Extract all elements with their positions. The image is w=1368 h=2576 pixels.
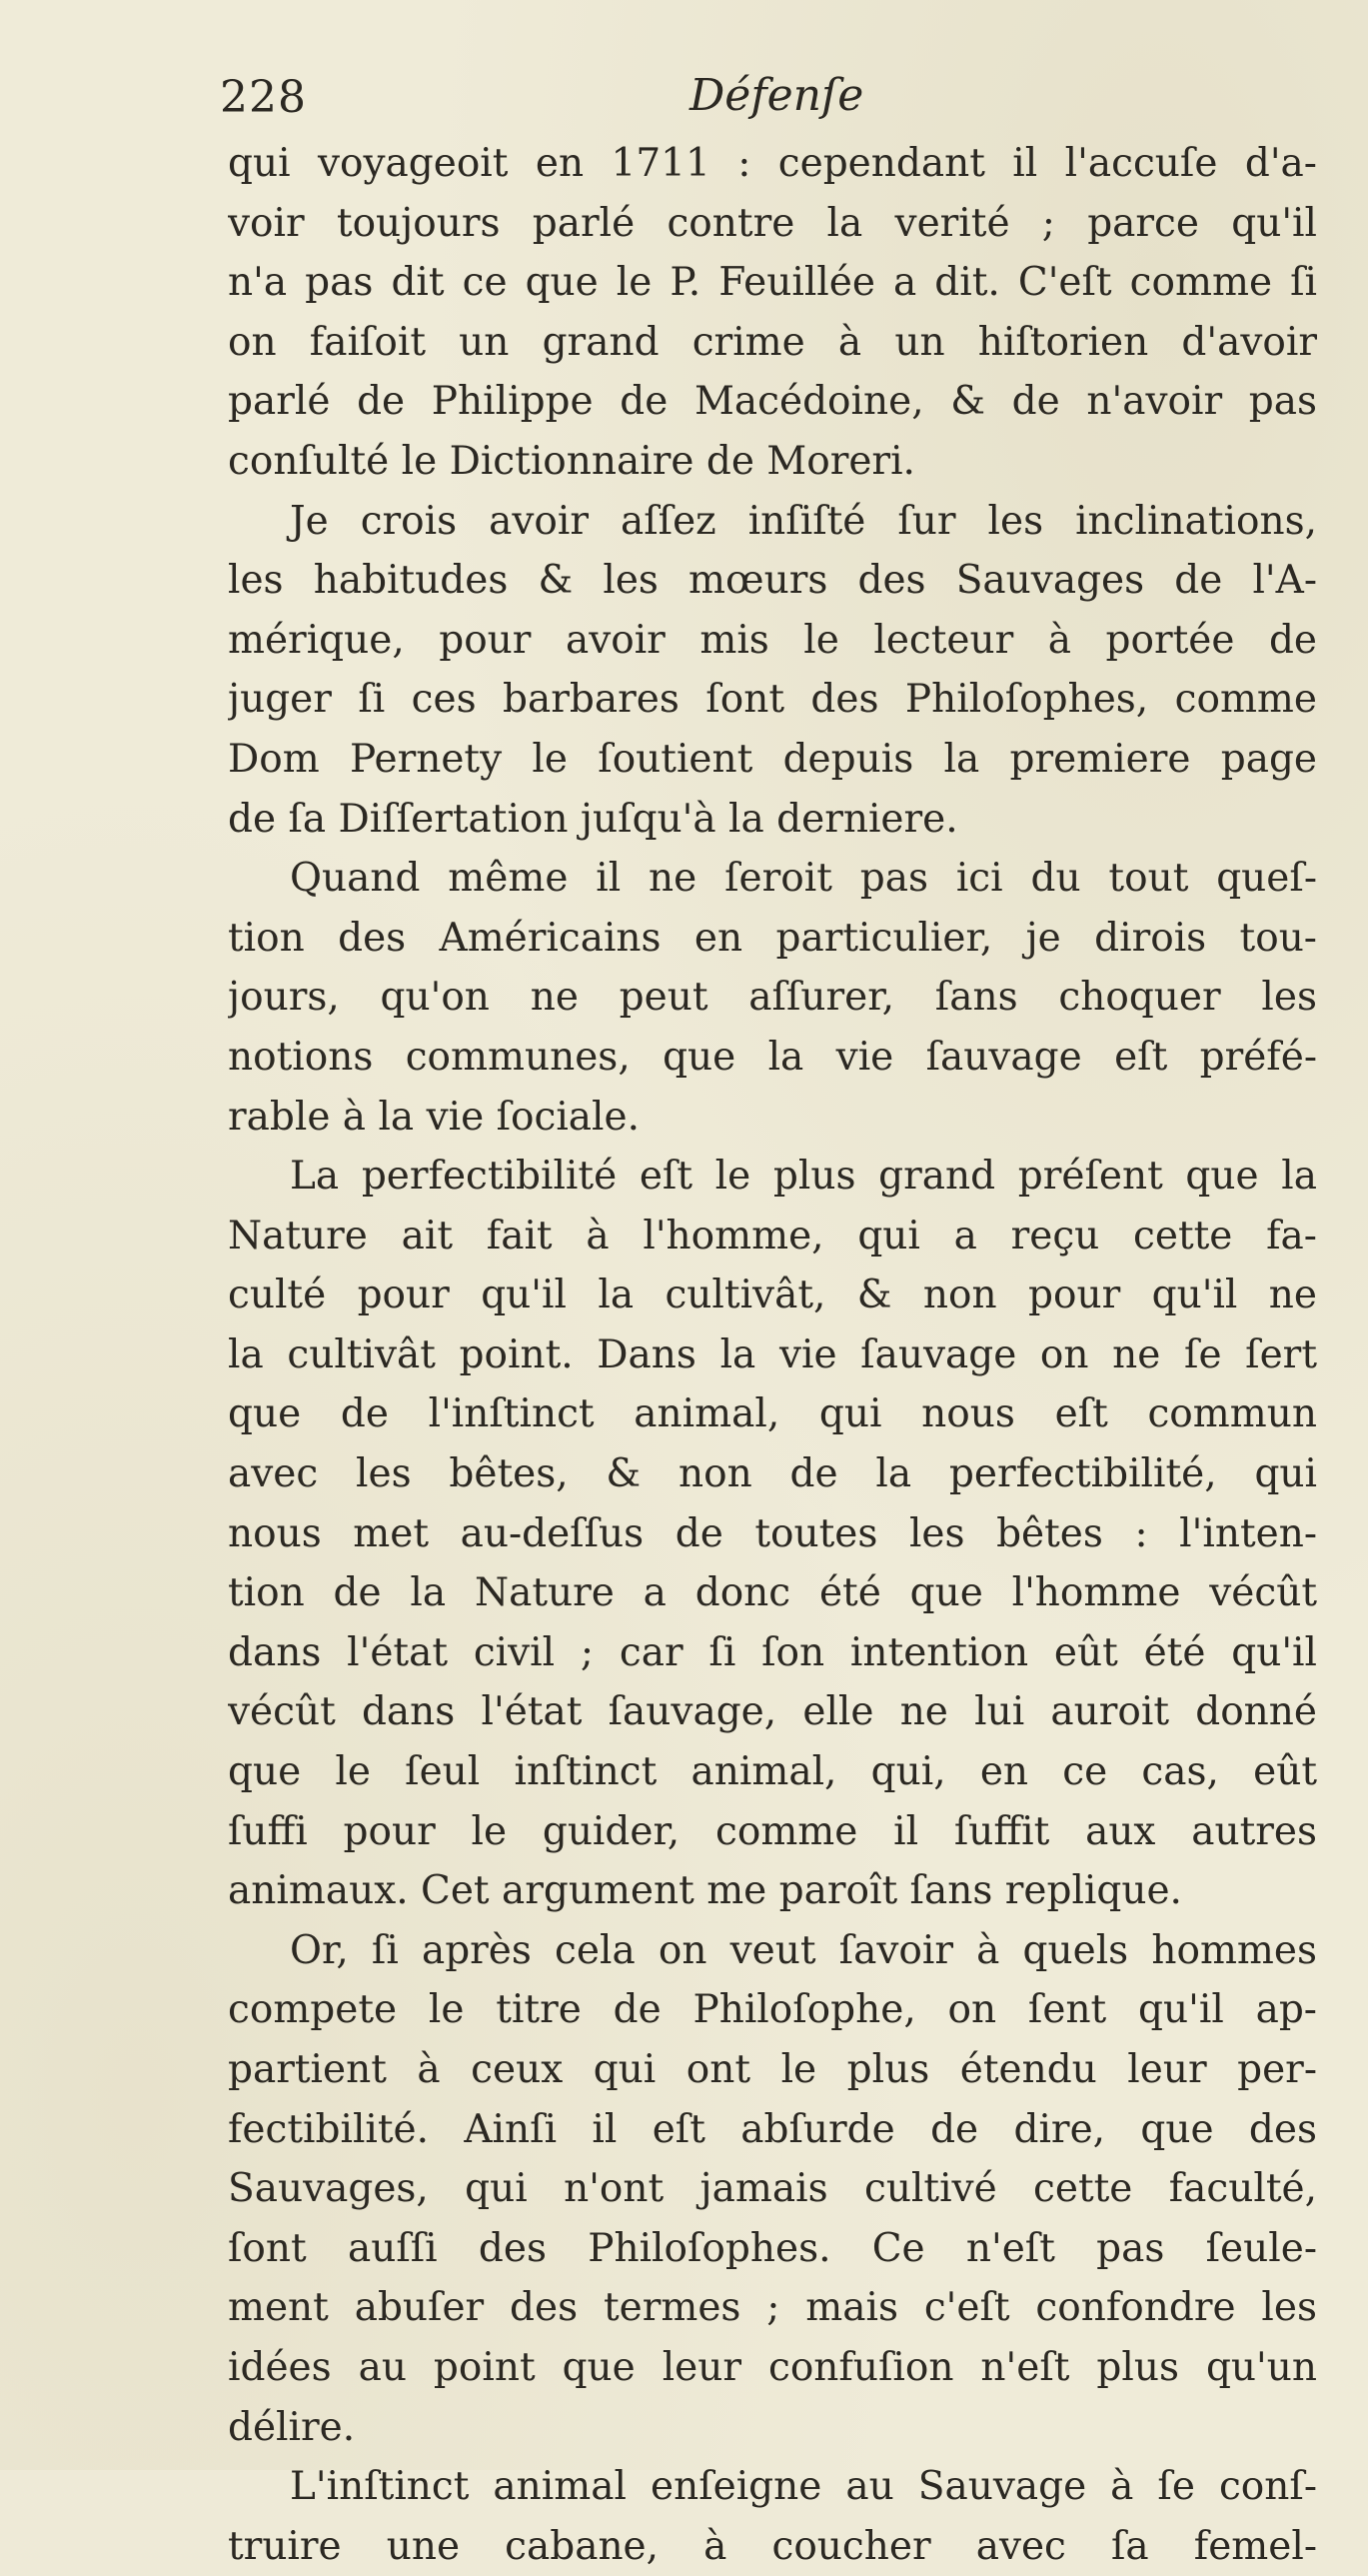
text-line: Je crois avoir aſſez inſiſté ſur les inclinations, [290, 498, 1317, 544]
text-line: ſuffi pour le guider, comme il ſuffit aux autres [228, 1808, 1317, 1854]
text-line: Or, ſi après cela on veut ſavoir à quels hommes [290, 1927, 1317, 1973]
text-line: mérique, pour avoir mis le lecteur à portée de [228, 617, 1317, 663]
text-line: vécût dans l'état ſauvage, elle ne lui auroit donné [228, 1689, 1317, 1735]
body-text [228, 134, 1317, 2576]
text-line: notions communes, que la vie ſauvage eſt préfé- [228, 1034, 1317, 1080]
text-line: idées au point que leur confuſion n'eſt plus qu'un [228, 2344, 1317, 2390]
text-line: compete le titre de Philoſophe, on ſent qu'il ap- [228, 1987, 1317, 2033]
text-line: Dom Pernety le ſoutient depuis la premiere page [228, 736, 1317, 782]
text-line: parlé de Philippe de Macédoine, & de n'avoir pas [228, 379, 1317, 425]
text-line: ment abuſer des termes ; mais c'eſt confondre les [228, 2285, 1317, 2331]
text-line: rable à la vie ſociale. [228, 1094, 640, 1140]
text-line: on faiſoit un grand crime à un hiſtorien d'avoir [228, 319, 1317, 365]
text-line: que de l'inſtinct animal, qui nous eſt commun [228, 1391, 1317, 1437]
text-line: nous met au-deſſus de toutes les bêtes : l'inten- [228, 1510, 1317, 1556]
text-line: Sauvages, qui n'ont jamais cultivé cette faculté, [228, 2166, 1317, 2212]
text-line: les habitudes & les mœurs des Sauvages de l'A- [228, 558, 1317, 604]
text-line: juger ſi ces barbares ſont des Philoſophes, comme [228, 677, 1317, 723]
text-line: Nature ait fait à l'homme, qui a reçu cette fa- [228, 1213, 1317, 1259]
text-line: Quand même il ne ſeroit pas ici du tout queſ- [290, 856, 1317, 902]
text-line: délire. [228, 2404, 356, 2450]
text-line: tion de la Nature a donc été que l'homme vécût [228, 1570, 1317, 1616]
text-line: fectibilité. Ainſi il eſt abſurde de dire, que des [228, 2106, 1317, 2152]
text-line: culté pour qu'il la cultivât, & non pour qu'il ne [228, 1273, 1317, 1318]
text-line: partient à ceux qui ont le plus étendu leur per- [228, 2047, 1317, 2092]
text-line: La perfectibilité eſt le plus grand préſent que la [290, 1154, 1317, 1200]
text-line: conſulté le Dictionnaire de Moreri. [228, 438, 915, 484]
text-line: L'inſtinct animal enſeigne au Sauvage à ſe conſ- [290, 2464, 1317, 2510]
text-line: jours, qu'on ne peut aſſurer, ſans choquer les [228, 975, 1317, 1021]
page-header [220, 72, 1319, 142]
text-line: truire une cabane, à coucher avec ſa femel- [228, 2523, 1317, 2569]
text-line: qui voyageoit en 1711 : cependant il l'accuſe d'a- [228, 141, 1317, 186]
page-number: 228 [220, 72, 307, 123]
text-line: avec les bêtes, & non de la perfectibilité, qui [228, 1451, 1317, 1497]
text-line: la cultivât point. Dans la vie ſauvage on ne ſe ſert [228, 1331, 1317, 1377]
text-line: n'a pas dit ce que le P. Feuillée a dit. C'eſt comme ſi [228, 260, 1317, 306]
text-line: voir toujours parlé contre la verité ; parce qu'il [228, 200, 1317, 246]
running-title: Défenſe [689, 70, 864, 121]
text-line: tion des Américains en particulier, je dirois tou- [228, 915, 1317, 961]
text-line: de ſa Diſſertation juſqu'à la derniere. [228, 796, 958, 842]
text-line: que le ſeul inſtinct animal, qui, en ce cas, eût [228, 1749, 1317, 1795]
text-line: animaux. Cet argument me paroît ſans replique. [228, 1868, 1182, 1914]
text-line: ſont auſſi des Philoſophes. Ce n'eſt pas ſeule- [228, 2225, 1317, 2271]
text-line: dans l'état civil ; car ſi ſon intention eût été qu'il [228, 1629, 1317, 1675]
